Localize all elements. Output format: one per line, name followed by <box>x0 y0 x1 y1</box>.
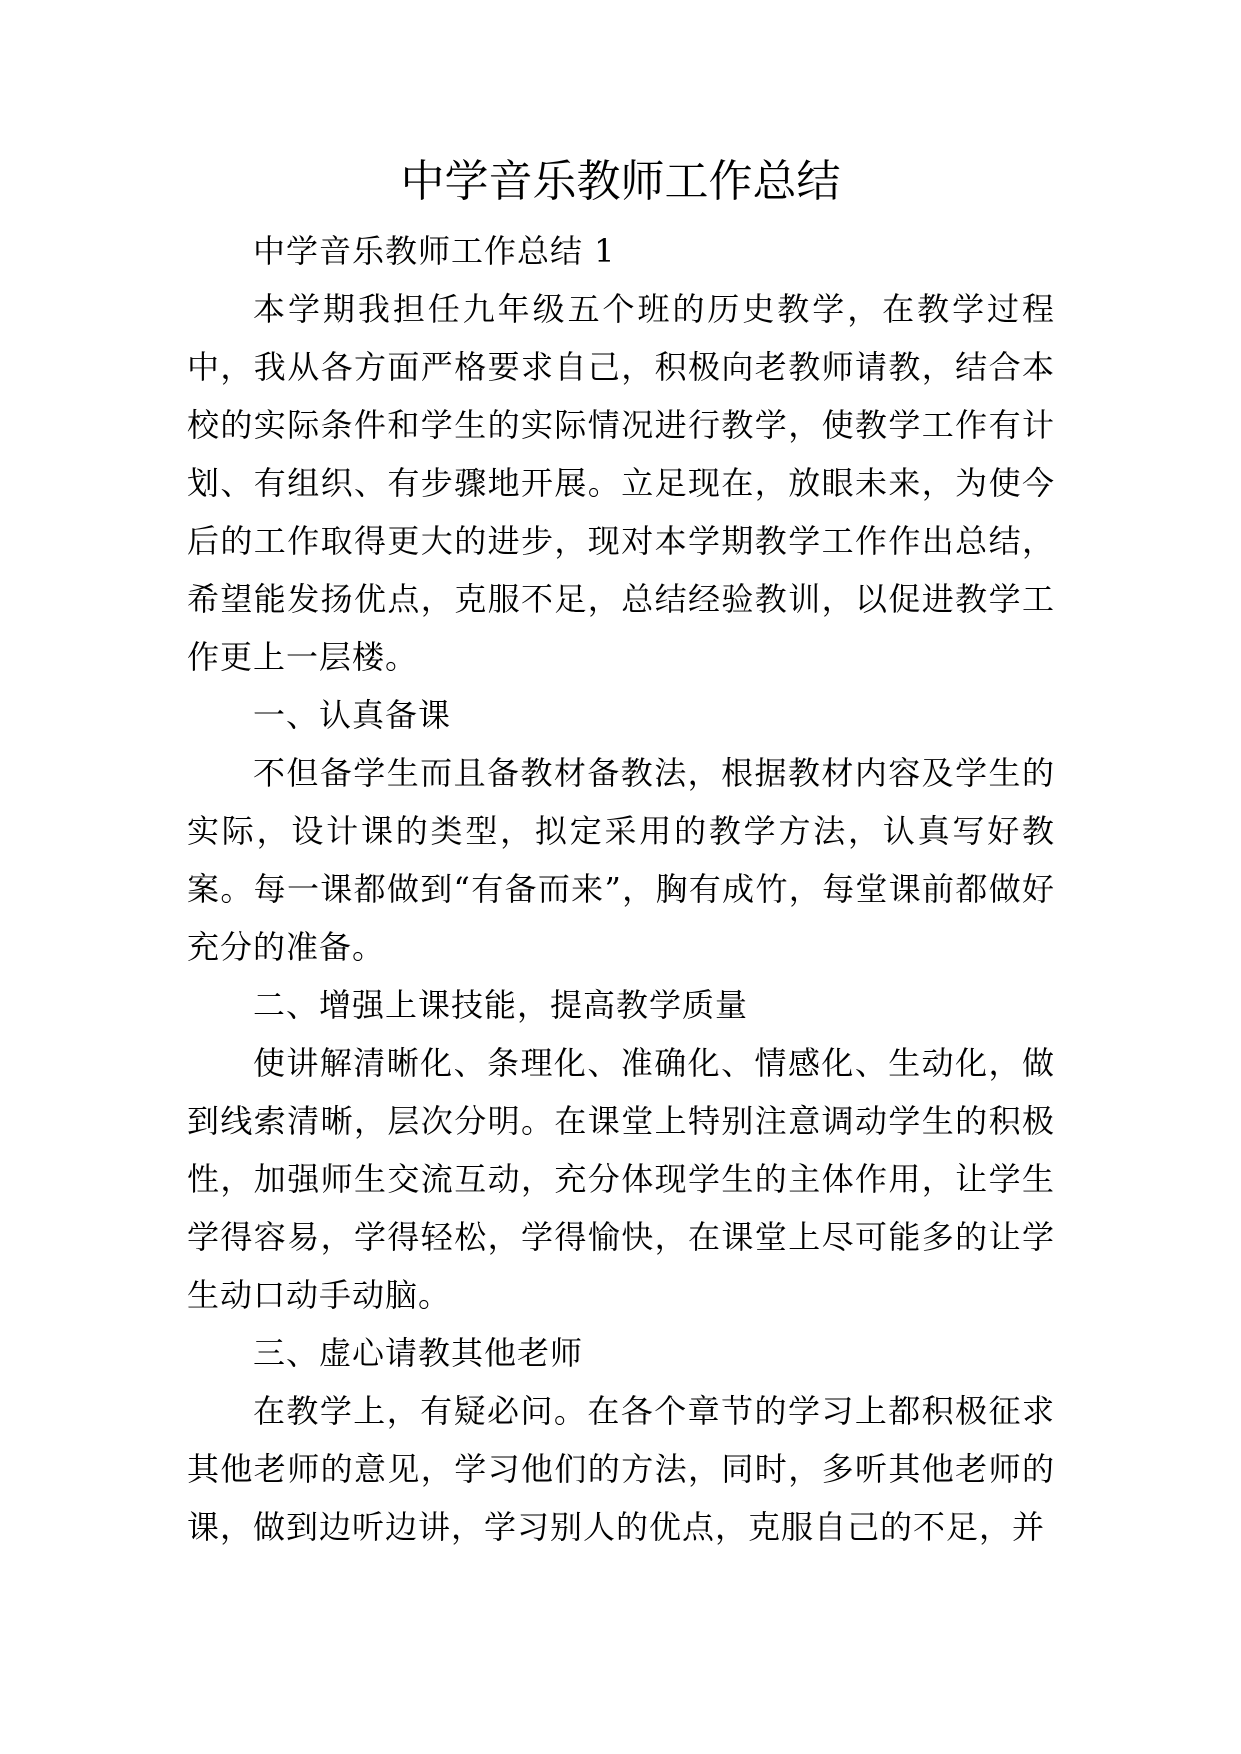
intro-paragraph: 本学期我担任九年级五个班的历史教学，在教学过程中，我从各方面严格要求自己，积极向老教师请教，结合本校的实际条件和学生的实际情况进行教学，使教学工作有计划、有组织、有步骤地开展。立足现在，放眼未来，为使今后的工作取得更大的进步，现对本学期教学工作作出总结，希望能发扬优点，克服不足，总结经验教训，以促进教学工作更上一层楼。 <box>187 290 1055 676</box>
document-body <box>187 222 1055 1556</box>
section-heading-2: 二、增强上课技能，提高教学质量 <box>253 986 749 1024</box>
section-heading-1: 一、认真备课 <box>253 696 452 734</box>
section-heading-3: 三、虚心请教其他老师 <box>253 1334 584 1372</box>
section-3-paragraph: 在教学上，有疑必问。在各个章节的学习上都积极征求其他老师的意见，学习他们的方法，同时，多听其他老师的课，做到边听边讲，学习别人的优点，克服自己的不足，并 <box>187 1392 1055 1546</box>
section-subtitle: 中学音乐教师工作总结 1 <box>253 232 616 270</box>
section-2-paragraph: 使讲解清晰化、条理化、准确化、情感化、生动化，做到线索清晰，层次分明。在课堂上特别注意调动学生的积极性，加强师生交流互动，充分体现学生的主体作用，让学生学得容易，学得轻松，学得愉快，在课堂上尽可能多的让学生动口动手动脑。 <box>187 1044 1055 1314</box>
document-title: 中学音乐教师工作总结 <box>400 156 841 207</box>
section-1-paragraph: 不但备学生而且备教材备教法，根据教材内容及学生的实际，设计课的类型，拟定采用的教学方法，认真写好教案。每一课都做到“有备而来”，胸有成竹，每堂课前都做好充分的准备。 <box>187 754 1055 966</box>
